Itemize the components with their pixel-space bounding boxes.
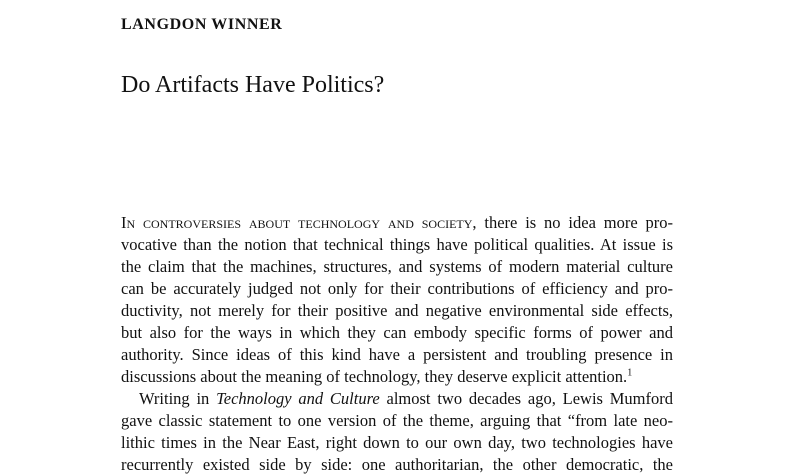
body-line [121, 212, 673, 234]
article-body [121, 212, 673, 476]
body-line [121, 388, 673, 410]
body-line: recurrently existed side by side: one authoritarian, the other democratic, the [121, 455, 673, 474]
body-line: authority. Since ideas of this kind have a persistent and troubling presence in [121, 345, 673, 364]
body-line: vocative than the notion that technical things have political qualities. At issue is [121, 235, 673, 254]
body-line: but also for the ways in which they can embody specific forms of power and [121, 323, 673, 342]
body-text: discussions about the meaning of technology, they deserve explicit attention. [121, 367, 628, 386]
body-line [121, 366, 673, 388]
body-line: gave classic statement to one version of the theme, arguing that “from late neo- [121, 411, 673, 430]
body-text: almost two decades ago, Lewis Mumford [379, 389, 673, 408]
body-text: there is no idea more pro- [476, 213, 673, 232]
body-line: lithic times in the Near East, right down to our own day, two technologies have [121, 433, 673, 452]
body-line: the claim that the machines, structures, and systems of modern material culture [121, 257, 673, 276]
body-line: can be accurately judged not only for their contributions of efficiency and pro- [121, 279, 673, 298]
article-title: Do Artifacts Have Politics? [121, 72, 385, 98]
journal-title: Technology and Culture [216, 389, 380, 408]
opening-small-caps: In controversies about technology and society, [121, 213, 477, 232]
body-line: ductivity, not merely for their positive and negative environmental side effects, [121, 301, 673, 320]
footnote-marker: 1 [627, 367, 633, 379]
author-name: LANGDON WINNER [121, 16, 283, 33]
body-text: Writing in [139, 389, 217, 408]
